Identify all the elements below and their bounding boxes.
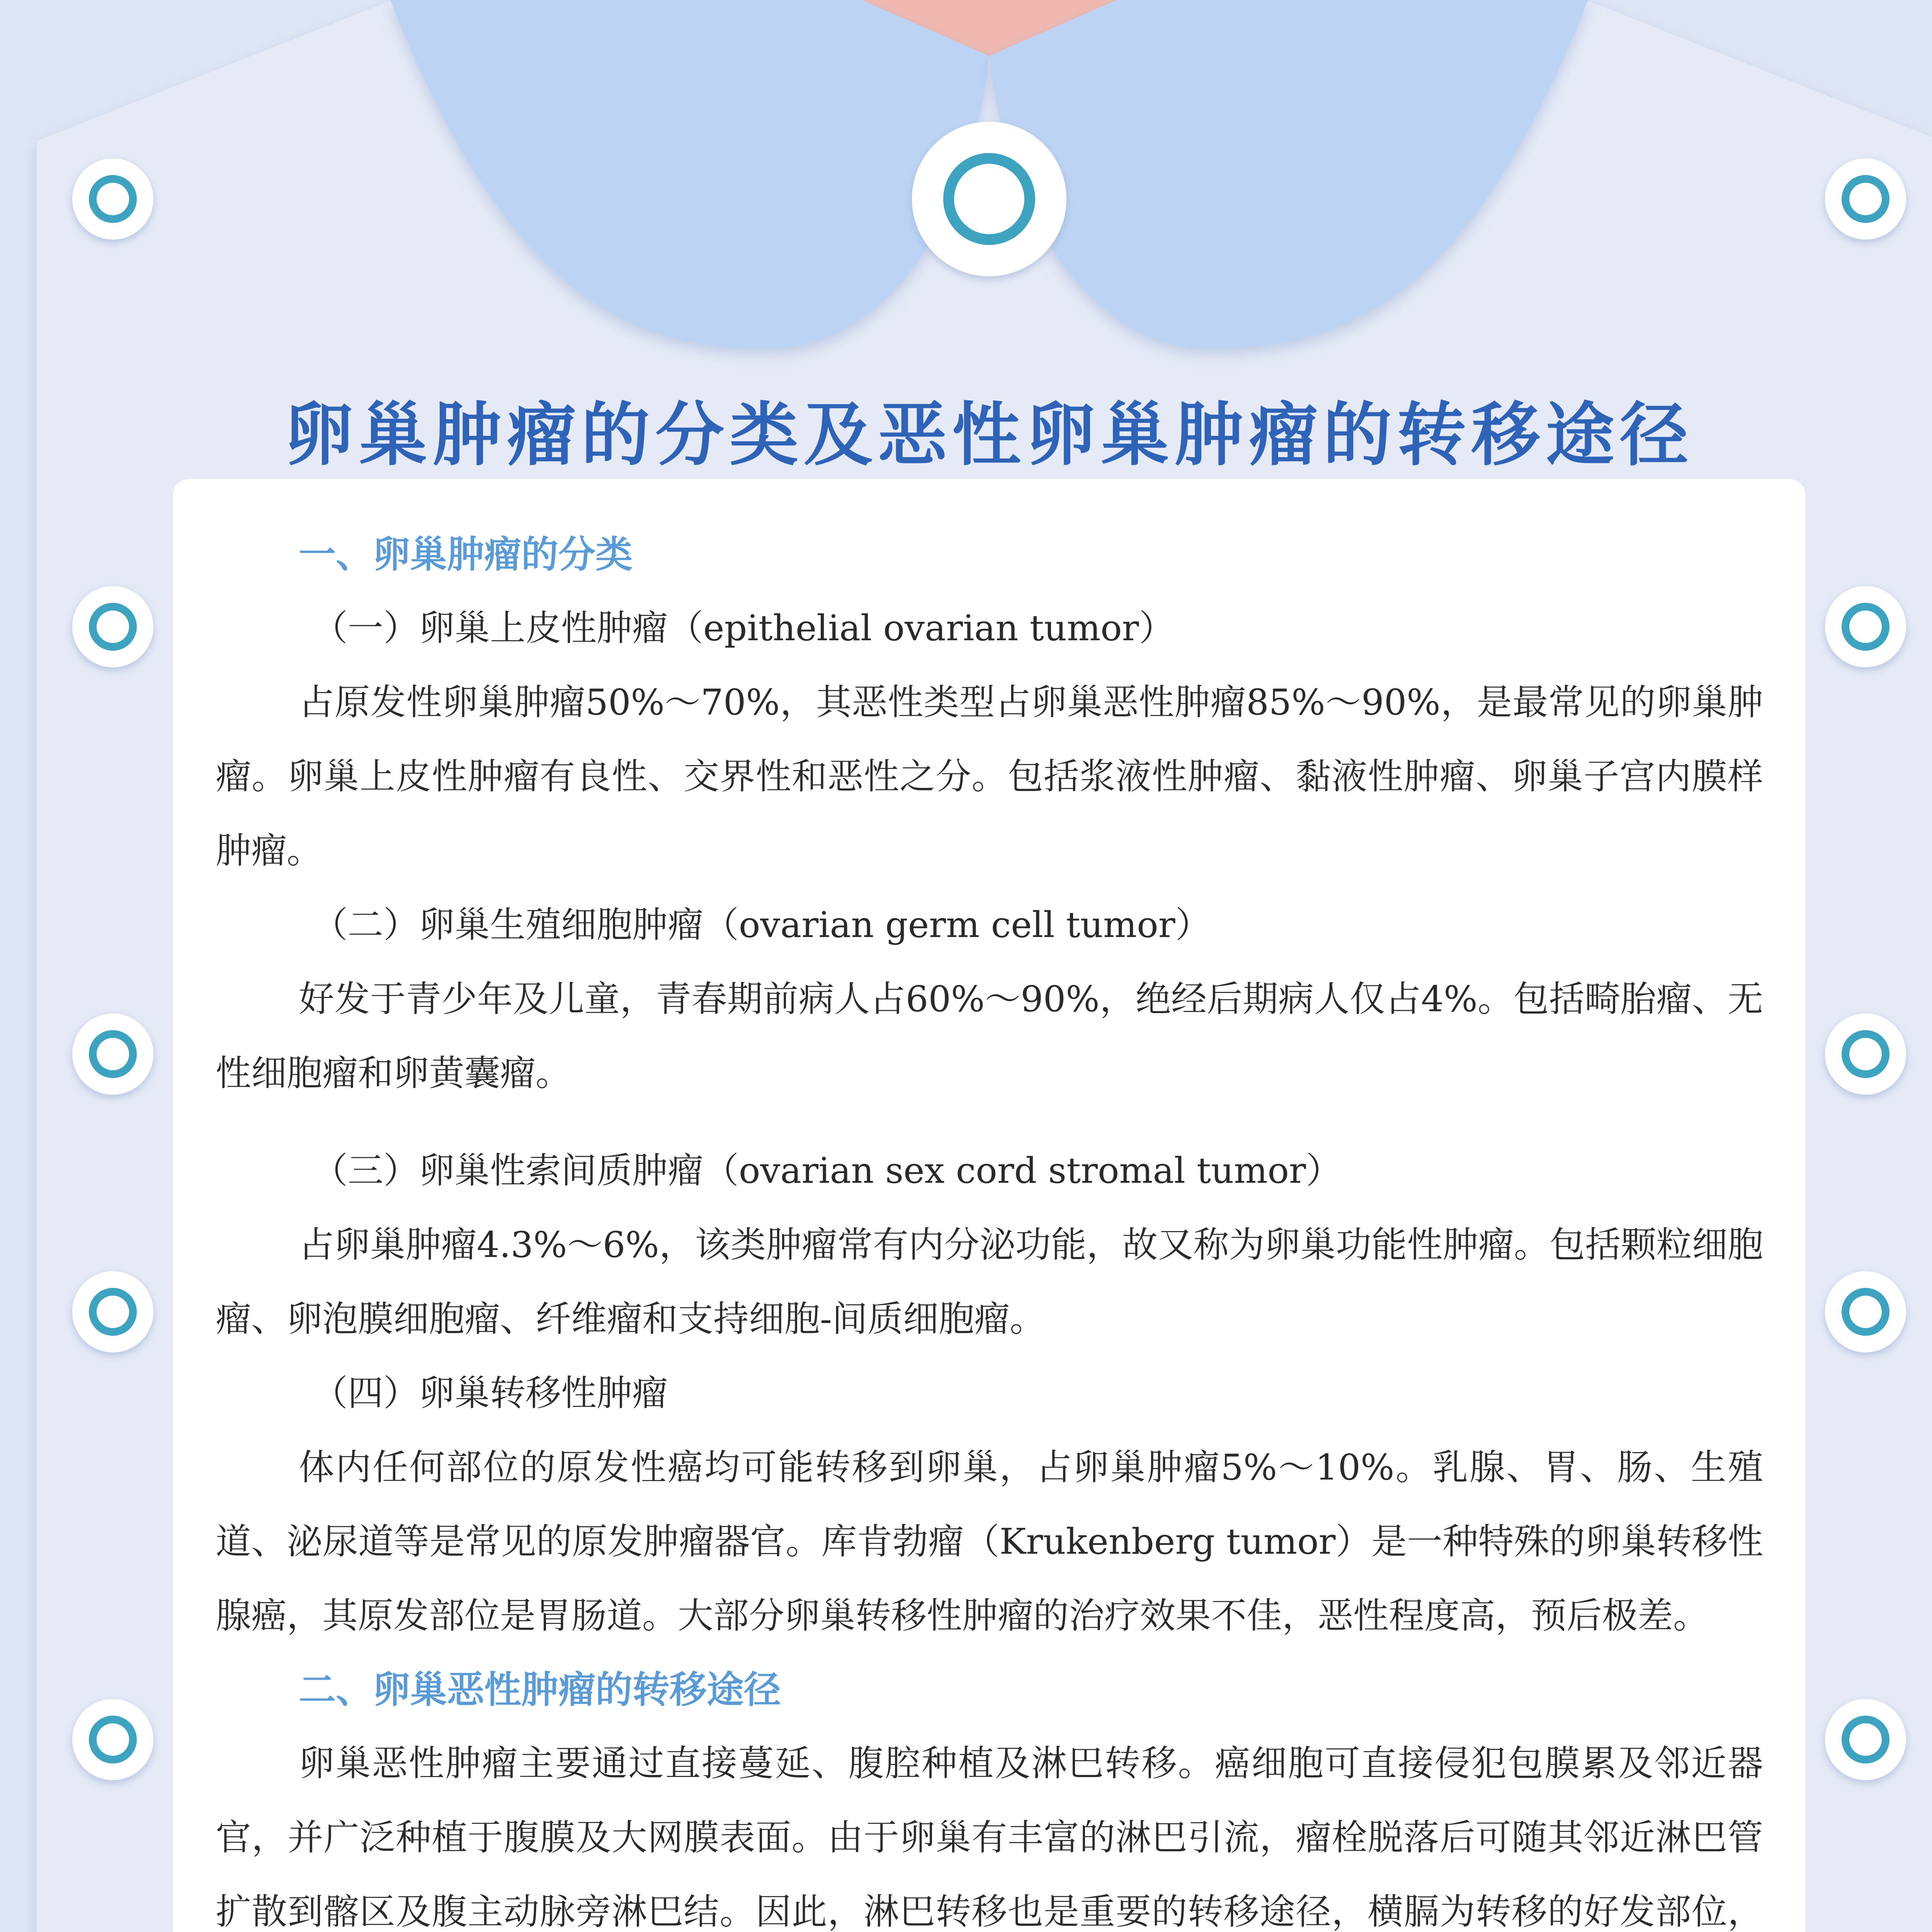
subheading-germ-cell: （二）卵巢生殖细胞肿瘤（ovarian germ cell tumor） [312,904,1211,946]
circle-ring-icon [72,1271,153,1352]
page-title: 卵巢肿瘤的分类及恶性卵巢肿瘤的转移途径 [284,395,1694,475]
section-heading-metastasis-routes: 二、卵巢恶性肿瘤的转移途径 [299,1668,781,1711]
subheading-epithelial: （一）卵巢上皮性肿瘤（epithelial ovarian tumor） [312,607,1175,649]
paragraph-sex-cord-stromal: 占卵巢肿瘤4.3%～6%，该类肿瘤常有内分泌功能，故又称为卵巢功能性肿瘤。包括颗粒细胞瘤、卵泡膜细胞瘤、纤维瘤和支持细胞-间质细胞瘤。 [216,1224,1763,1340]
paragraph-metastasis-routes: 卵巢恶性肿瘤主要通过直接蔓延、腹腔种植及淋巴转移。癌细胞可直接侵犯包膜累及邻近器官，并广泛种植于腹膜及大网膜表面。由于卵巢有丰富的淋巴引流，瘤栓脱落后可随其邻近淋巴管扩散到髂区及腹主动脉旁淋巴结。因此，淋巴转移也是重要的转移途径，横膈为转移的好发部位， [216,1743,1763,1932]
circle-ring-icon [72,1014,153,1095]
subheading-sex-cord-stromal: （三）卵巢性索间质肿瘤（ovarian sex cord stromal tumor） [312,1150,1342,1191]
circle-ring-icon [1825,586,1906,667]
circle-ring-icon [72,586,153,667]
subheading-metastatic: （四）卵巢转移性肿瘤 [312,1372,668,1414]
collar-button-icon [912,122,1066,276]
circle-ring-icon [1825,1699,1906,1780]
paragraph-germ-cell: 好发于青少年及儿童，青春期前病人占60%～90%，绝经后期病人仅占4%。包括畸胎瘤、无性细胞瘤和卵黄囊瘤。 [216,978,1763,1094]
circle-ring-icon [72,158,153,240]
circle-ring-icon [1825,158,1906,240]
circle-ring-icon [1825,1271,1906,1352]
article-body [216,518,1763,1932]
spacer [216,1111,1763,1134]
section-heading-classification: 一、卵巢肿瘤的分类 [299,532,633,576]
paragraph-metastatic: 体内任何部位的原发性癌均可能转移到卵巢，占卵巢肿瘤5%～10%。乳腺、胃、肠、生殖道、泌尿道等是常见的原发肿瘤器官。库肯勃瘤（Krukenberg tumor）是一种特殊的卵巢转移性腺癌，其原发部位是胃肠道。大部分卵巢转移性肿瘤的治疗效果不佳，恶性程度高，预后极差。 [216,1447,1763,1636]
circle-ring-icon [72,1699,153,1780]
paragraph-epithelial: 占原发性卵巢肿瘤50%～70%，其恶性类型占卵巢恶性肿瘤85%～90%，是最常见的卵巢肿瘤。卵巢上皮性肿瘤有良性、交界性和恶性之分。包括浆液性肿瘤、黏液性肿瘤、卵巢子宫内膜样肿瘤。 [216,682,1763,871]
circle-ring-icon [1825,1014,1906,1095]
